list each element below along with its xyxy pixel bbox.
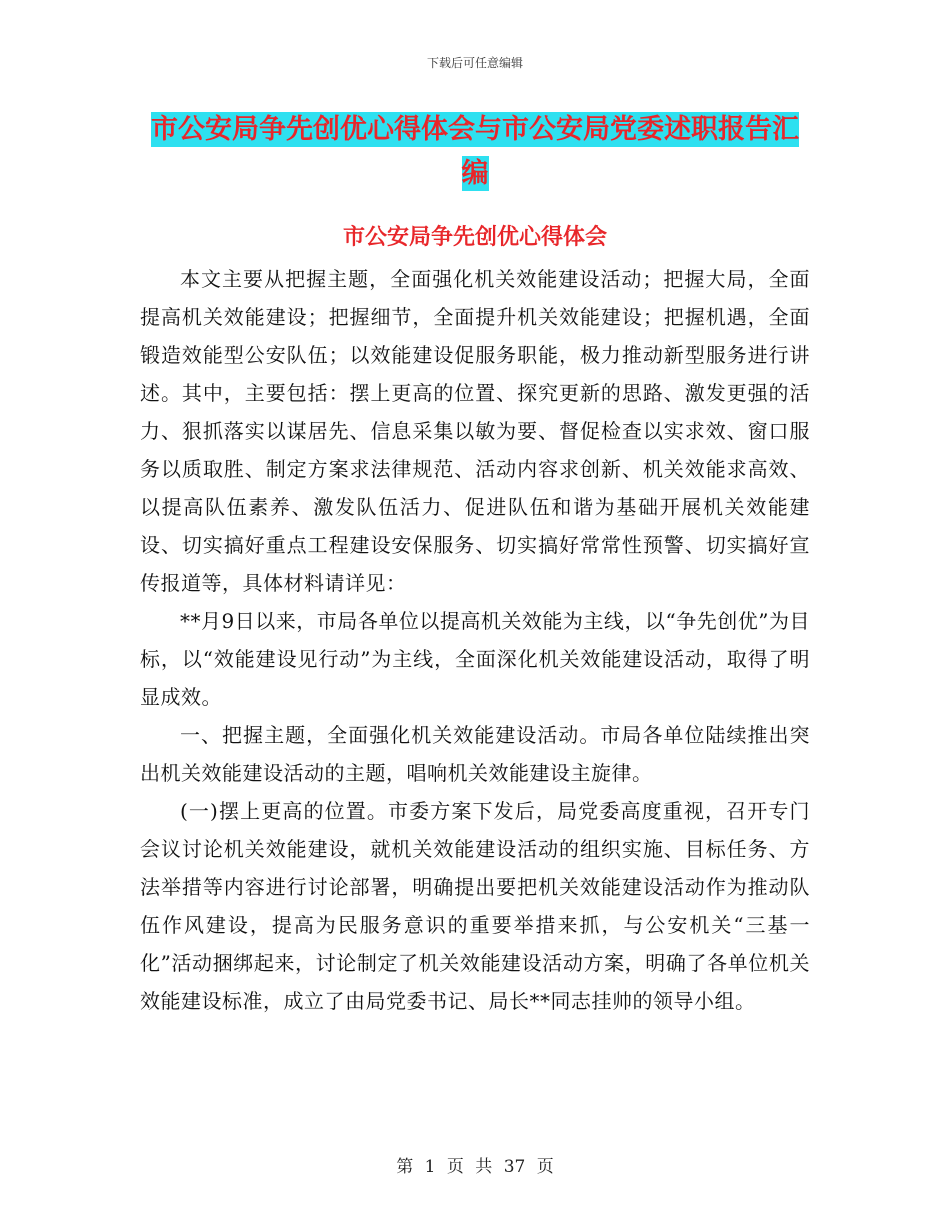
document-title xyxy=(140,108,810,196)
paragraph: **月9日以来，市局各单位以提高机关效能为主线，以“争先创优”为目标，以“效能建设见行动”为主线，全面深化机关效能建设活动，取得了明显成效。 xyxy=(140,609,810,709)
paragraph: 一、把握主题，全面强化机关效能建设活动。市局各单位陆续推出突出机关效能建设活动的主题，唱响机关效能建设主旋律。 xyxy=(140,723,810,785)
body-text xyxy=(140,260,810,1020)
paragraph: 本文主要从把握主题，全面强化机关效能建设活动；把握大局，全面提高机关效能建设；把握细节，全面提升机关效能建设；把握机遇，全面锻造效能型公安队伍；以效能建设促服务职能，极力推动新型服务进行讲述。其中，主要包括：摆上更高的位置、探究更新的思路、激发更强的活力、狠抓落实以谋居先、信息采集以敏为要、督促检查以实求效、窗口服务以质取胜、制定方案求法律规范、活动内容求创新、机关效能求高效、以提高队伍素养、激发队伍活力、促进队伍和谐为基础开展机关效能建设、切实搞好重点工程建设安保服务、切实搞好常常性预警、切实搞好宣传报道等，具体材料请详见： xyxy=(140,267,810,595)
document-title-text: 市公安局争先创优心得体会与市公安局党委述职报告汇编 xyxy=(151,114,799,189)
header-note: 下载后可任意编辑 xyxy=(426,56,523,70)
paragraph: (一)摆上更高的位置。市委方案下发后，局党委高度重视，召开专门会议讨论机关效能建设，就机关效能建设活动的组织实施、目标任务、方法举措等内容进行讨论部署，明确提出要把机关效能建设活动作为推动队伍作风建设，提高为民服务意识的重要举措来抓，与公安机关“三基一化”活动捆绑起来，讨论制定了机关效能建设活动方案，明确了各单位机关效能建设标准，成立了由局党委书记、局长**同志挂帅的领导小组。 xyxy=(140,799,810,1013)
page-footer: 第 1 页 共 37 页 xyxy=(396,1157,554,1177)
section-title: 市公安局争先创优心得体会 xyxy=(342,224,607,250)
